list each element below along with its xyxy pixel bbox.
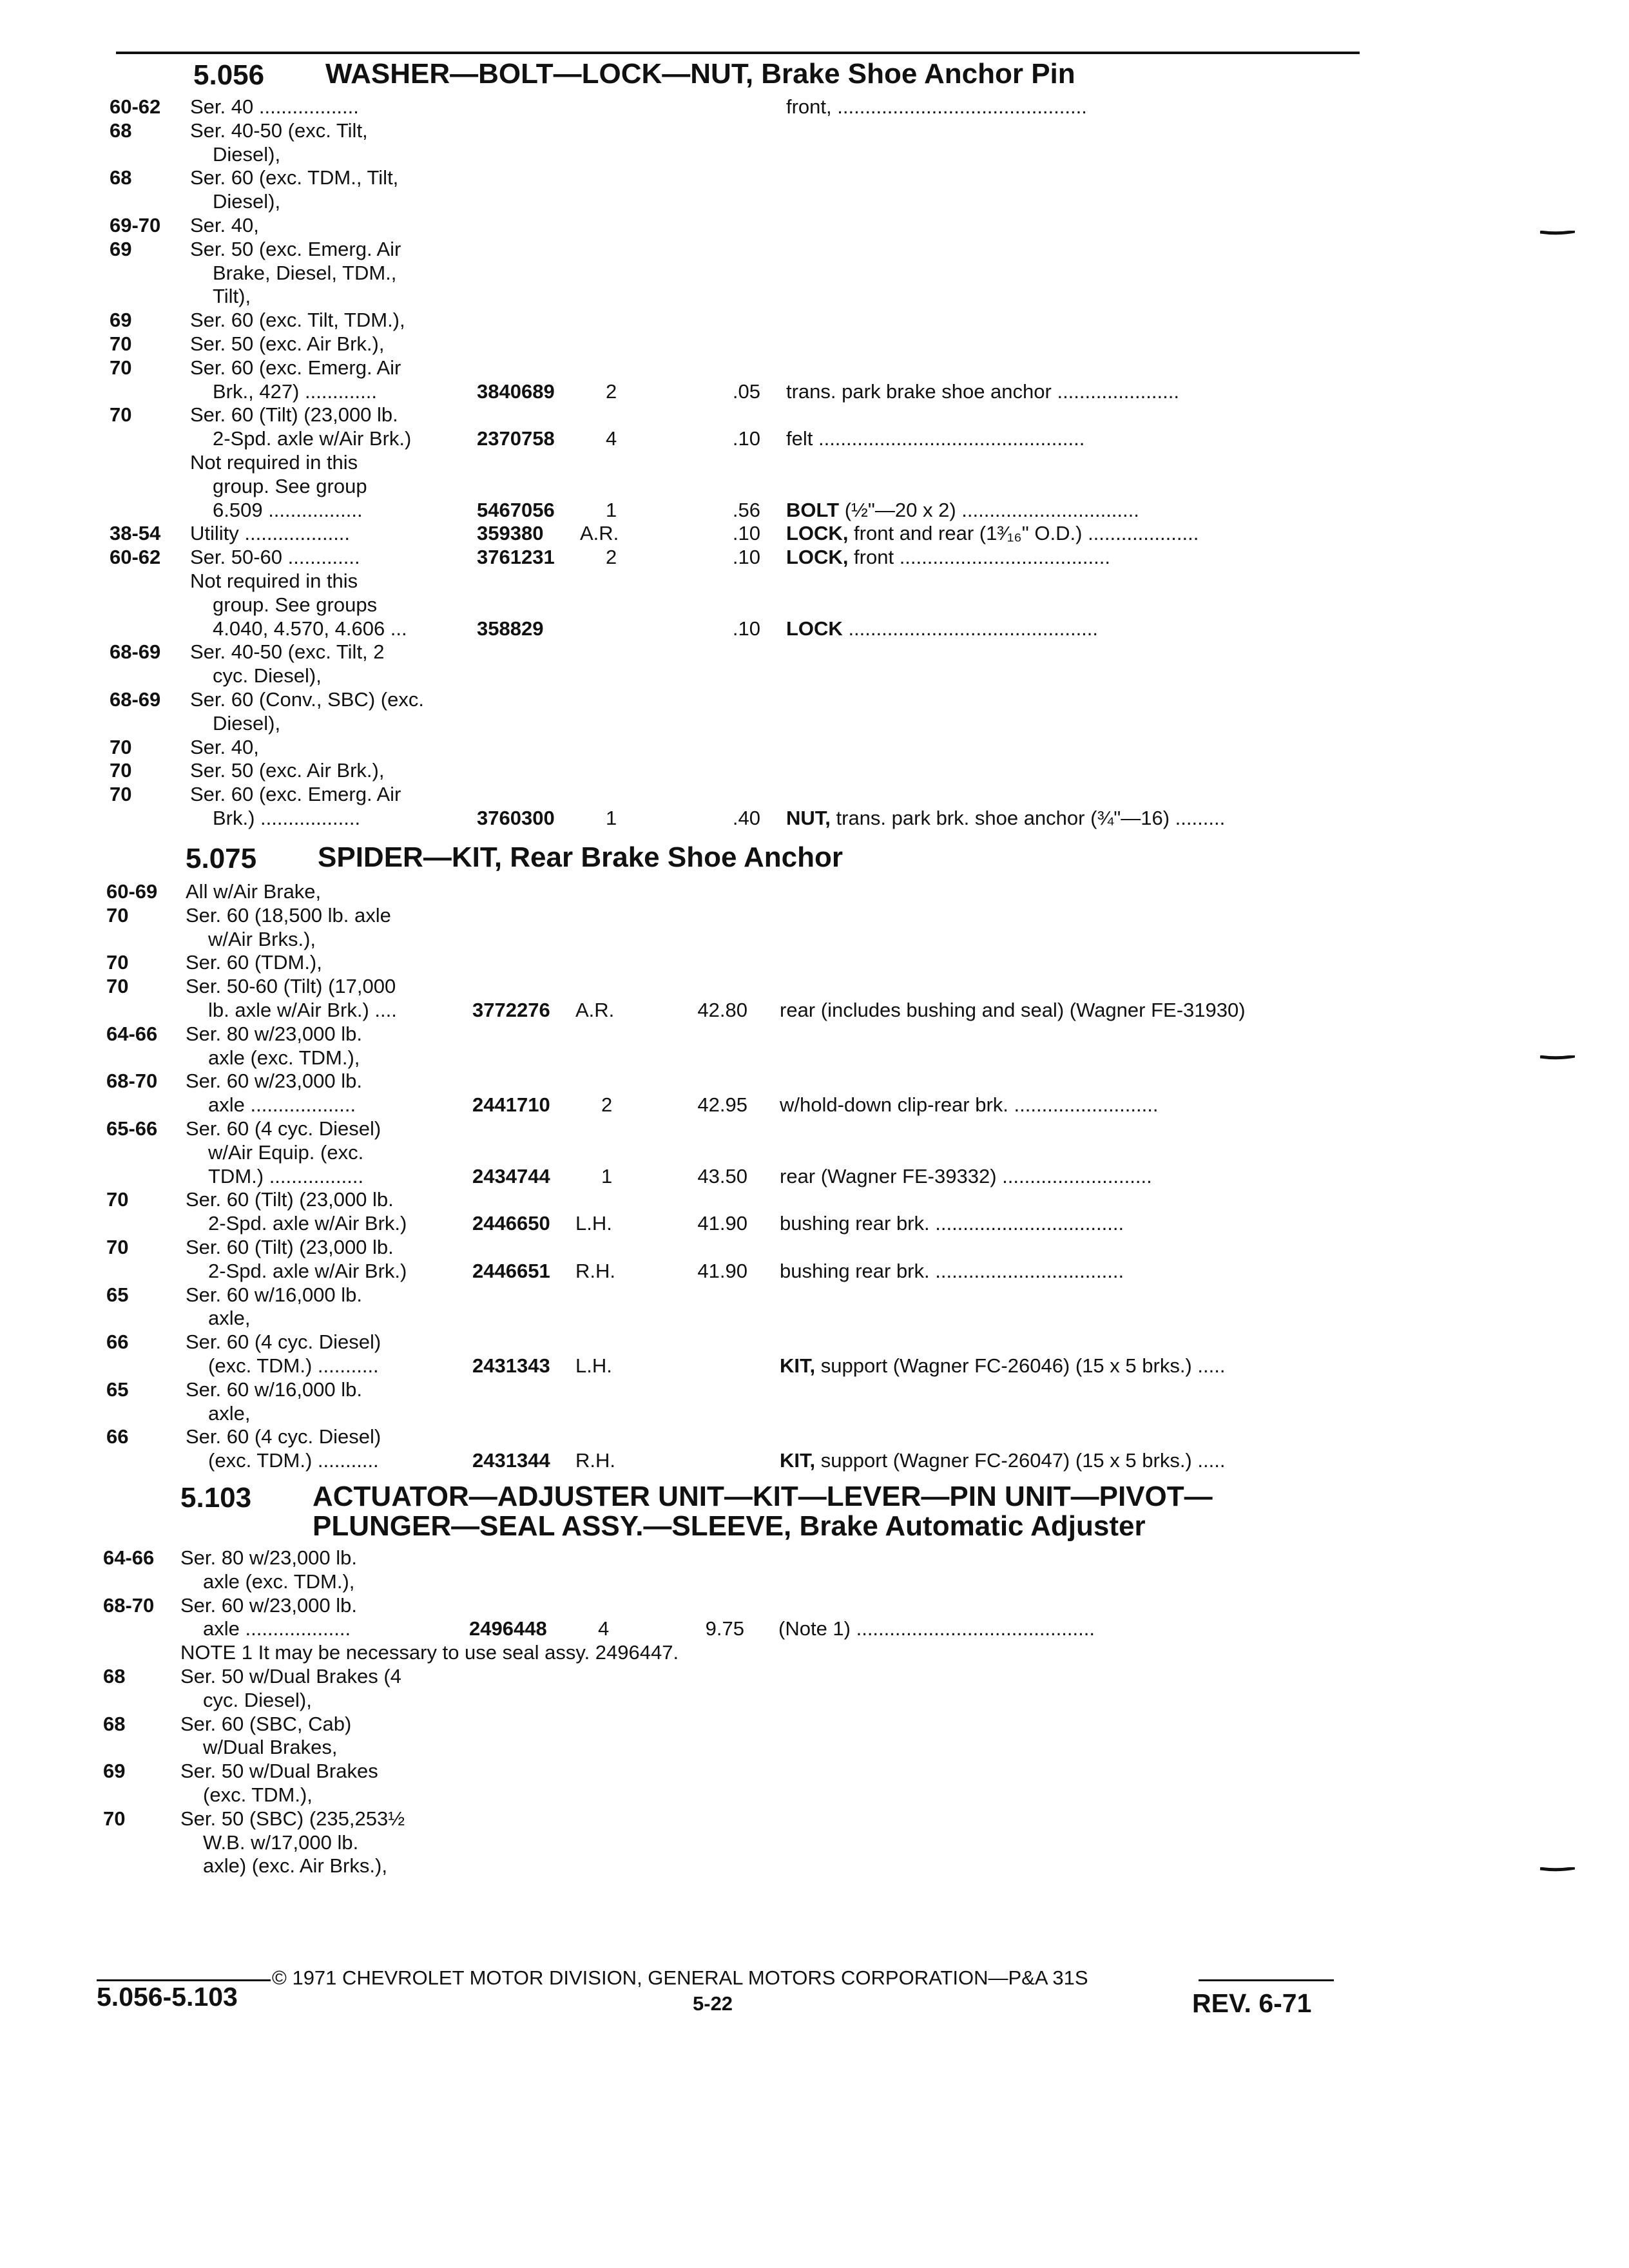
footer-revision: REV. 6-71 (1192, 1988, 1312, 2018)
part-description (786, 427, 1084, 450)
model-year: 70 (106, 903, 129, 927)
model-year: 70 (103, 1807, 126, 1830)
section-title-line: PLUNGER—SEAL ASSY.—SLEEVE, Brake Automatic Adjuster (313, 1510, 1146, 1542)
model-year: 68 (103, 1665, 126, 1687)
part-name: LOCK, (786, 546, 849, 569)
model-year: 69 (103, 1760, 126, 1783)
quantity: A.R. (575, 999, 615, 1021)
quantity: R.H. (575, 1449, 615, 1472)
model-year: 68 (110, 166, 132, 189)
part-description (780, 1260, 1124, 1283)
application-text: axle ................... (203, 1617, 351, 1640)
model-year: 65 (106, 1283, 129, 1306)
margin-tick-mark (1540, 1867, 1575, 1872)
model-year: 69 (110, 237, 132, 260)
quantity: R.H. (575, 1259, 615, 1282)
part-description-text: front ...................................... (848, 546, 1110, 569)
application-text: Ser. 50 (exc. Air Brk.), (190, 332, 385, 355)
application-text: axle (exc. TDM.), (203, 1570, 355, 1593)
footer-copyright: © 1971 CHEVROLET MOTOR DIVISION, GENERAL MOTORS CORPORATION—P&A 31S (272, 1966, 1088, 1989)
application-text: axle, (208, 1307, 251, 1330)
quantity: 2 (606, 380, 617, 403)
part-description-text: rear (includes bushing and seal) (Wagner FE-31930) (780, 999, 1246, 1021)
footer-rule-right (1199, 1979, 1334, 1981)
application-text: group. See groups (213, 593, 378, 616)
application-text: Not required in this (190, 451, 358, 474)
section-number: 5.056 (193, 59, 265, 91)
part-description (780, 1354, 1225, 1378)
section-number: 5.103 (180, 1482, 252, 1514)
application-text: axle, (208, 1401, 251, 1425)
part-description-text: bushing rear brk. .................................. (780, 1212, 1124, 1235)
model-year: 70 (110, 403, 132, 427)
application-text: axle (exc. TDM.), (208, 1046, 360, 1069)
application-text: Ser. 40-50 (exc. Tilt, (190, 119, 368, 142)
part-description-text: trans. park brk. shoe anchor (¾"—16) ......... (830, 807, 1226, 829)
application-text: Ser. 60 w/23,000 lb. (186, 1070, 363, 1093)
price: 41.90 (697, 1259, 747, 1282)
margin-tick-mark (1540, 1055, 1575, 1061)
part-number: 3760300 (477, 807, 555, 829)
application-text: Ser. 80 w/23,000 lb. (186, 1022, 363, 1045)
part-number: 2496448 (469, 1617, 547, 1640)
model-year: 60-69 (106, 880, 158, 903)
part-description (786, 617, 1098, 640)
section-number: 5.075 (186, 843, 257, 874)
application-text: Diesel), (213, 142, 281, 166)
part-description-text: front and rear (1³⁄₁₆" O.D.) .................... (848, 522, 1199, 545)
part-description (786, 522, 1199, 545)
section-title (318, 843, 843, 872)
model-year: 70 (106, 975, 129, 998)
quantity: A.R. (580, 522, 619, 545)
model-year: 70 (110, 356, 132, 379)
application-text: Ser. 60 w/23,000 lb. (180, 1593, 358, 1617)
model-year: 64-66 (106, 1022, 158, 1045)
application-text: Brake, Diesel, TDM., (213, 261, 397, 284)
quantity: 4 (606, 427, 617, 450)
application-text: Not required in this (190, 570, 358, 592)
price: 42.80 (697, 999, 747, 1021)
application-text: Ser. 80 w/23,000 lb. (180, 1546, 358, 1569)
application-text: Ser. 60 w/16,000 lb. (186, 1378, 363, 1401)
application-text: Ser. 60 (exc. Emerg. Air (190, 356, 401, 379)
part-description (786, 380, 1179, 403)
application-text: 2-Spd. axle w/Air Brk.) (208, 1212, 407, 1235)
application-text: Ser. 50 w/Dual Brakes (180, 1760, 378, 1783)
model-year: 69-70 (110, 214, 161, 236)
top-rule (116, 52, 1360, 54)
part-description (786, 807, 1225, 830)
application-text: Ser. 60 (exc. Emerg. Air (190, 783, 401, 806)
model-year: 68-69 (110, 640, 161, 664)
section-title-line: ACTUATOR—ADJUSTER UNIT—KIT—LEVER—PIN UNIT—PIVOT— (313, 1481, 1213, 1512)
part-name: KIT, (780, 1449, 816, 1472)
part-number: 2441710 (472, 1093, 550, 1117)
part-description-text: bushing rear brk. .................................. (780, 1259, 1124, 1282)
price: .10 (732, 617, 760, 640)
footer-page-number: 5-22 (693, 1992, 733, 2015)
application-text: Ser. 40-50 (exc. Tilt, 2 (190, 640, 385, 664)
price: 41.90 (697, 1212, 747, 1235)
part-number: 3772276 (472, 999, 550, 1021)
application-text: Ser. 50-60 ............. (190, 546, 360, 569)
model-year: 70 (110, 783, 132, 806)
section-title (325, 59, 1075, 89)
model-year: 38-54 (110, 522, 161, 545)
footer-rule-left (97, 1979, 271, 1981)
application-text: Tilt), (213, 285, 251, 308)
part-number: 2434744 (472, 1164, 550, 1187)
application-text: group. See group (213, 474, 367, 497)
application-text: Ser. 60 w/16,000 lb. (186, 1283, 363, 1306)
application-text: Ser. 60 (SBC, Cab) (180, 1712, 352, 1735)
part-description (786, 95, 1087, 119)
section-title (313, 1482, 1213, 1541)
margin-tick-mark (1540, 231, 1575, 236)
quantity: 1 (606, 807, 617, 829)
application-text: axle) (exc. Air Brks.), (203, 1854, 387, 1878)
quantity: 1 (606, 498, 617, 521)
application-text: Brk.) .................. (213, 807, 361, 829)
model-year: 68 (103, 1712, 126, 1735)
application-text: axle ................... (208, 1093, 356, 1117)
part-number: 5467056 (477, 498, 555, 521)
application-text: Ser. 40, (190, 735, 259, 758)
application-text: Ser. 60 (exc. TDM., Tilt, (190, 166, 399, 189)
application-text: w/Air Equip. (exc. (208, 1140, 364, 1164)
part-description-text: support (Wagner FC-26047) (15 x 5 brks.) ..... (815, 1449, 1226, 1472)
application-text: Ser. 60 (Tilt) (23,000 lb. (186, 1236, 394, 1258)
part-description-text: w/hold-down clip-rear brk. .......................... (780, 1093, 1159, 1117)
section-title-line: WASHER—BOLT—LOCK—NUT, Brake Shoe Anchor Pin (325, 58, 1075, 90)
quantity: L.H. (575, 1354, 612, 1377)
section-title-line: SPIDER—KIT, Rear Brake Shoe Anchor (318, 841, 843, 873)
application-text: Diesel), (213, 190, 281, 213)
model-year: 60-62 (110, 95, 161, 118)
application-text: 2-Spd. axle w/Air Brk.) (208, 1259, 407, 1282)
application-text: Ser. 40, (190, 214, 259, 236)
model-year: 66 (106, 1331, 129, 1354)
model-year: 65-66 (106, 1117, 158, 1140)
application-text: TDM.) ................. (208, 1164, 364, 1187)
application-text: Ser. 50 w/Dual Brakes (4 (180, 1665, 401, 1687)
quantity: 1 (601, 1164, 613, 1187)
footnote: NOTE 1 It may be necessary to use seal assy. 2496447. (180, 1641, 679, 1664)
quantity: L.H. (575, 1212, 612, 1235)
quantity: 4 (598, 1617, 610, 1640)
application-text: Utility ................... (190, 522, 351, 545)
part-number: 358829 (477, 617, 544, 640)
price: 43.50 (697, 1164, 747, 1187)
part-description (780, 1165, 1152, 1188)
part-description-text: (½"—20 x 2) ................................ (839, 498, 1139, 521)
part-description-text: rear (Wagner FE-39332) ........................... (780, 1164, 1152, 1187)
part-description-text: felt ................................................ (786, 427, 1085, 450)
part-number: 2431343 (472, 1354, 550, 1377)
application-text: All w/Air Brake, (186, 880, 322, 903)
price: .10 (732, 546, 760, 569)
part-description (780, 1449, 1225, 1472)
application-text: Ser. 60 (TDM.), (186, 951, 322, 974)
part-description-text: (Note 1) ........................................... (778, 1617, 1095, 1640)
model-year: 68 (110, 119, 132, 142)
model-year: 70 (106, 951, 129, 974)
price: .10 (732, 427, 760, 450)
part-number: 2446650 (472, 1212, 550, 1235)
quantity: 2 (601, 1093, 613, 1117)
price: .10 (732, 522, 760, 545)
application-text: W.B. w/17,000 lb. (203, 1831, 359, 1854)
part-name: NUT, (786, 807, 831, 829)
section-header (0, 1481, 1629, 1542)
part-description-text: ............................................. (842, 617, 1099, 640)
model-year: 70 (106, 1188, 129, 1211)
model-year: 68-70 (103, 1593, 155, 1617)
application-text: 4.040, 4.570, 4.606 ... (213, 617, 407, 640)
model-year: 66 (106, 1425, 129, 1448)
part-name: KIT, (780, 1354, 816, 1377)
part-description (780, 1212, 1124, 1235)
application-text: (exc. TDM.), (203, 1783, 313, 1806)
application-text: 6.509 ................. (213, 498, 363, 521)
application-text: w/Air Brks.), (208, 927, 316, 950)
part-description-text: trans. park brake shoe anchor ...................... (786, 380, 1179, 403)
footer-group-range: 5.056-5.103 (97, 1982, 238, 2012)
part-description-text: front, ............................................. (786, 95, 1087, 118)
application-text: Ser. 60 (18,500 lb. axle (186, 903, 391, 927)
application-text: w/Dual Brakes, (203, 1736, 338, 1759)
application-text: Brk., 427) ............. (213, 380, 377, 403)
application-text: Ser. 60 (4 cyc. Diesel) (186, 1331, 381, 1354)
price: 9.75 (705, 1617, 744, 1640)
model-year: 64-66 (103, 1546, 155, 1569)
model-year: 70 (110, 759, 132, 782)
part-description (786, 546, 1110, 569)
model-year: 65 (106, 1378, 129, 1401)
model-year: 69 (110, 309, 132, 332)
application-text: Ser. 60 (4 cyc. Diesel) (186, 1425, 381, 1448)
part-description (778, 1617, 1095, 1640)
application-text: 2-Spd. axle w/Air Brk.) (213, 427, 412, 450)
model-year: 68-69 (110, 688, 161, 711)
part-number: 359380 (477, 522, 544, 545)
application-text: Ser. 60 (Tilt) (23,000 lb. (186, 1188, 394, 1211)
part-name: LOCK (786, 617, 843, 640)
application-text: cyc. Diesel), (203, 1688, 312, 1711)
part-number: 3840689 (477, 380, 555, 403)
application-text: Diesel), (213, 711, 281, 735)
model-year: 70 (110, 735, 132, 758)
quantity: 2 (606, 546, 617, 569)
application-text: lb. axle w/Air Brk.) .... (208, 999, 397, 1021)
part-number: 2431344 (472, 1449, 550, 1472)
application-text: Ser. 60 (exc. Tilt, TDM.), (190, 309, 405, 332)
part-number: 3761231 (477, 546, 555, 569)
part-description-text: support (Wagner FC-26046) (15 x 5 brks.) ..... (815, 1354, 1226, 1377)
price: .56 (732, 498, 760, 521)
application-text: Ser. 50 (SBC) (235,253½ (180, 1807, 405, 1830)
part-description (786, 499, 1139, 522)
application-text: cyc. Diesel), (213, 664, 322, 687)
part-name: BOLT (786, 498, 840, 521)
part-number: 2446651 (472, 1259, 550, 1282)
part-description (780, 1093, 1158, 1117)
application-text: Ser. 60 (4 cyc. Diesel) (186, 1117, 381, 1140)
application-text: Ser. 50 (exc. Air Brk.), (190, 759, 385, 782)
application-text: (exc. TDM.) ........... (208, 1449, 379, 1472)
application-text: Ser. 50-60 (Tilt) (17,000 (186, 975, 396, 998)
application-text: Ser. 60 (Conv., SBC) (exc. (190, 688, 424, 711)
price: 42.95 (697, 1093, 747, 1117)
application-text: Ser. 50 (exc. Emerg. Air (190, 237, 401, 260)
part-description (780, 999, 1246, 1022)
part-name: LOCK, (786, 522, 849, 545)
price: .05 (732, 380, 760, 403)
model-year: 68-70 (106, 1070, 158, 1093)
model-year: 70 (106, 1236, 129, 1258)
application-text: Ser. 60 (Tilt) (23,000 lb. (190, 403, 398, 427)
model-year: 60-62 (110, 546, 161, 569)
application-text: Ser. 40 .................. (190, 95, 359, 118)
price: .40 (732, 807, 760, 829)
part-number: 2370758 (477, 427, 555, 450)
model-year: 70 (110, 332, 132, 355)
application-text: (exc. TDM.) ........... (208, 1354, 379, 1377)
